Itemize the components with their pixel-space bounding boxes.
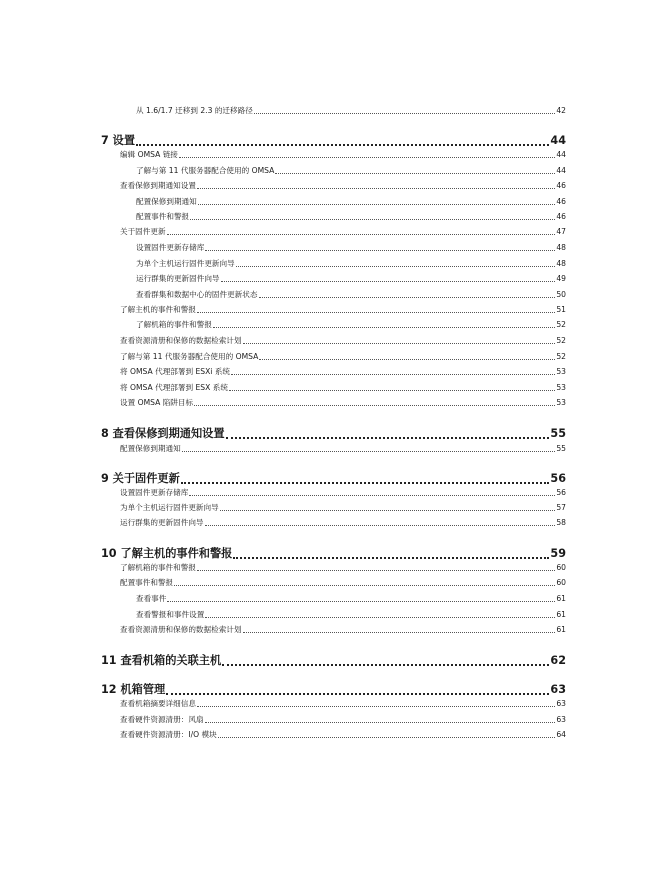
toc-dot-leader bbox=[254, 113, 556, 114]
toc-page-number: 48 bbox=[556, 259, 566, 268]
toc-entry[interactable] bbox=[0, 212, 566, 222]
toc-dot-leader bbox=[229, 390, 555, 391]
toc-entry-title: 查看硬件资源清册：风扇 bbox=[120, 715, 204, 724]
toc-page-number: 56 bbox=[556, 488, 566, 497]
toc-entry-title: 设置 OMSA 陷阱目标 bbox=[120, 398, 194, 407]
toc-entry-title: 将 OMSA 代理部署到 ESXi 系统 bbox=[120, 367, 231, 376]
toc-dot-leader bbox=[233, 557, 549, 559]
toc-dot-leader bbox=[231, 374, 555, 375]
toc-entry-title: 运行群集的更新固件向导 bbox=[136, 274, 220, 283]
toc-entry-title: 为单个主机运行固件更新向导 bbox=[136, 259, 235, 268]
toc-page-number: 46 bbox=[556, 212, 566, 221]
toc-entry-title: 从 1.6/1.7 迁移到 2.3 的迁移路径 bbox=[136, 106, 253, 115]
toc-dot-leader bbox=[181, 482, 550, 484]
toc-entry[interactable] bbox=[0, 610, 566, 620]
toc-page-number: 46 bbox=[556, 197, 566, 206]
toc-entry-title: 为单个主机运行固件更新向导 bbox=[120, 503, 219, 512]
toc-dot-leader bbox=[243, 632, 556, 633]
toc-entry-title: 9 关于固件更新 bbox=[101, 472, 180, 485]
toc-entry[interactable] bbox=[0, 625, 566, 635]
toc-dot-leader bbox=[221, 281, 556, 282]
toc-page-number: 44 bbox=[550, 134, 566, 147]
toc-entry-title: 了解与第 11 代服务器配合使用的 OMSA bbox=[120, 352, 259, 361]
toc-entry-title: 查看事件 bbox=[136, 594, 167, 603]
toc-entry-title: 查看硬件资源清册：I/O 模块 bbox=[120, 730, 217, 739]
toc-entry[interactable] bbox=[0, 563, 566, 573]
toc-page-number: 60 bbox=[556, 578, 566, 587]
toc-entry[interactable] bbox=[0, 578, 566, 588]
toc-dot-leader bbox=[197, 188, 555, 189]
toc-page-number: 53 bbox=[556, 367, 566, 376]
toc-entry[interactable] bbox=[0, 518, 566, 528]
toc-dot-leader bbox=[205, 617, 555, 618]
toc-entry-title: 配置事件和警报 bbox=[120, 578, 174, 587]
toc-chapter-entry[interactable] bbox=[0, 427, 566, 441]
toc-page-number: 62 bbox=[550, 654, 566, 667]
toc-dot-leader bbox=[179, 157, 555, 158]
toc-entry[interactable] bbox=[0, 166, 566, 176]
toc-entry-title: 11 查看机箱的关联主机 bbox=[101, 654, 222, 667]
toc-entry[interactable] bbox=[0, 243, 566, 253]
toc-entry-title: 运行群集的更新固件向导 bbox=[120, 518, 204, 527]
toc-page-number: 48 bbox=[556, 243, 566, 252]
toc-dot-leader bbox=[167, 234, 556, 235]
toc-chapter-entry[interactable] bbox=[0, 134, 566, 148]
toc-entry[interactable] bbox=[0, 290, 566, 300]
toc-entry-title: 查看资源清册和保修的数据检索计划 bbox=[120, 625, 242, 634]
toc-page-number: 61 bbox=[556, 594, 566, 603]
toc-dot-leader bbox=[198, 204, 556, 205]
toc-entry[interactable] bbox=[0, 398, 566, 408]
toc-dot-leader bbox=[194, 405, 555, 406]
toc-page-number: 51 bbox=[556, 305, 566, 314]
toc-dot-leader bbox=[213, 327, 555, 328]
toc-dot-leader bbox=[197, 706, 555, 707]
toc-entry-title: 了解机箱的事件和警报 bbox=[136, 320, 212, 329]
toc-page-number: 61 bbox=[556, 625, 566, 634]
toc-entry-title: 10 了解主机的事件和警报 bbox=[101, 547, 233, 560]
toc-dot-leader bbox=[220, 510, 556, 511]
toc-page-number: 64 bbox=[556, 730, 566, 739]
toc-entry[interactable] bbox=[0, 274, 566, 284]
toc-entry[interactable] bbox=[0, 259, 566, 269]
toc-dot-leader bbox=[189, 495, 555, 496]
toc-dot-leader bbox=[182, 451, 556, 452]
toc-dot-leader bbox=[167, 601, 555, 602]
toc-dot-leader bbox=[205, 250, 555, 251]
toc-dot-leader bbox=[197, 570, 555, 571]
toc-dot-leader bbox=[243, 343, 556, 344]
toc-dot-leader bbox=[259, 359, 555, 360]
toc-entry[interactable] bbox=[0, 699, 566, 709]
toc-page-number: 52 bbox=[556, 320, 566, 329]
toc-dot-leader bbox=[136, 144, 549, 146]
toc-entry[interactable] bbox=[0, 227, 566, 237]
toc-page-number: 49 bbox=[556, 274, 566, 283]
toc-entry[interactable] bbox=[0, 383, 566, 393]
toc-dot-leader bbox=[174, 585, 555, 586]
toc-entry-title: 了解主机的事件和警报 bbox=[120, 305, 196, 314]
toc-page-number: 63 bbox=[550, 683, 566, 696]
toc-dot-leader bbox=[218, 737, 556, 738]
toc-entry-title: 了解机箱的事件和警报 bbox=[120, 563, 196, 572]
toc-page-number: 55 bbox=[550, 427, 566, 440]
toc-entry[interactable] bbox=[0, 715, 566, 725]
toc-entry-title: 7 设置 bbox=[101, 134, 136, 147]
toc-dot-leader bbox=[205, 722, 556, 723]
toc-entry-title: 配置事件和警报 bbox=[136, 212, 190, 221]
toc-entry[interactable] bbox=[0, 305, 566, 315]
toc-dot-leader bbox=[205, 525, 556, 526]
toc-page-number: 53 bbox=[556, 398, 566, 407]
toc-page-number: 52 bbox=[556, 336, 566, 345]
toc-entry[interactable] bbox=[0, 106, 566, 116]
toc-page-number: 46 bbox=[556, 181, 566, 190]
toc-page-number: 42 bbox=[556, 106, 566, 115]
toc-entry-title: 设置固件更新存储库 bbox=[120, 488, 189, 497]
toc-entry-title: 编辑 OMSA 链接 bbox=[120, 150, 178, 159]
toc-entry[interactable] bbox=[0, 197, 566, 207]
toc-entry[interactable] bbox=[0, 352, 566, 362]
toc-entry-title: 设置固件更新存储库 bbox=[136, 243, 205, 252]
toc-page-number: 57 bbox=[556, 503, 566, 512]
toc-page-number: 44 bbox=[556, 166, 566, 175]
toc-dot-leader bbox=[222, 664, 549, 666]
toc-page-number: 47 bbox=[556, 227, 566, 236]
toc-page-number: 60 bbox=[556, 563, 566, 572]
toc-entry-title: 配置保修到期通知 bbox=[120, 444, 181, 453]
toc-chapter-entry[interactable] bbox=[0, 654, 566, 668]
toc-dot-leader bbox=[226, 437, 550, 439]
toc-page-number: 55 bbox=[556, 444, 566, 453]
toc-entry-title: 将 OMSA 代理部署到 ESX 系统 bbox=[120, 383, 228, 392]
toc-entry[interactable] bbox=[0, 320, 566, 330]
toc-page-number: 52 bbox=[556, 352, 566, 361]
toc-entry[interactable] bbox=[0, 367, 566, 377]
toc-entry[interactable] bbox=[0, 503, 566, 513]
toc-entry[interactable] bbox=[0, 488, 566, 498]
toc-entry[interactable] bbox=[0, 730, 566, 740]
toc-page-number: 59 bbox=[550, 547, 566, 560]
toc-chapter-entry[interactable] bbox=[0, 683, 566, 697]
toc-page-number: 56 bbox=[550, 472, 566, 485]
toc-entry[interactable] bbox=[0, 150, 566, 160]
toc-entry-title: 查看机箱摘要详细信息 bbox=[120, 699, 196, 708]
toc-entry-title: 查看警报和事件设置 bbox=[136, 610, 205, 619]
toc-entry[interactable] bbox=[0, 181, 566, 191]
toc-entry-title: 查看保修到期通知设置 bbox=[120, 181, 196, 190]
toc-dot-leader bbox=[275, 173, 555, 174]
toc-entry-title: 8 查看保修到期通知设置 bbox=[101, 427, 225, 440]
toc-dot-leader bbox=[236, 266, 556, 267]
toc-entry-title: 查看资源清册和保修的数据检索计划 bbox=[120, 336, 242, 345]
toc-page-number: 44 bbox=[556, 150, 566, 159]
toc-page-number: 53 bbox=[556, 383, 566, 392]
toc-dot-leader bbox=[259, 297, 556, 298]
toc-entry-title: 配置保修到期通知 bbox=[136, 197, 197, 206]
toc-entry[interactable] bbox=[0, 594, 566, 604]
toc-page-number: 58 bbox=[556, 518, 566, 527]
toc-page-number: 63 bbox=[556, 715, 566, 724]
toc-page-number: 61 bbox=[556, 610, 566, 619]
toc-page-number: 63 bbox=[556, 699, 566, 708]
toc-page-number: 50 bbox=[556, 290, 566, 299]
toc-entry-title: 12 机箱管理 bbox=[101, 683, 166, 696]
toc-chapter-entry[interactable] bbox=[0, 472, 566, 486]
toc-entry[interactable] bbox=[0, 336, 566, 346]
toc-dot-leader bbox=[166, 693, 549, 695]
toc-dot-leader bbox=[190, 219, 555, 220]
toc-entry-title: 查看群集和数据中心的固件更新状态 bbox=[136, 290, 258, 299]
toc-entry-title: 了解与第 11 代服务器配合使用的 OMSA bbox=[136, 166, 275, 175]
toc-entry-title: 关于固件更新 bbox=[120, 227, 166, 236]
toc-dot-leader bbox=[197, 312, 555, 313]
toc-entry[interactable] bbox=[0, 444, 566, 454]
toc-chapter-entry[interactable] bbox=[0, 547, 566, 561]
